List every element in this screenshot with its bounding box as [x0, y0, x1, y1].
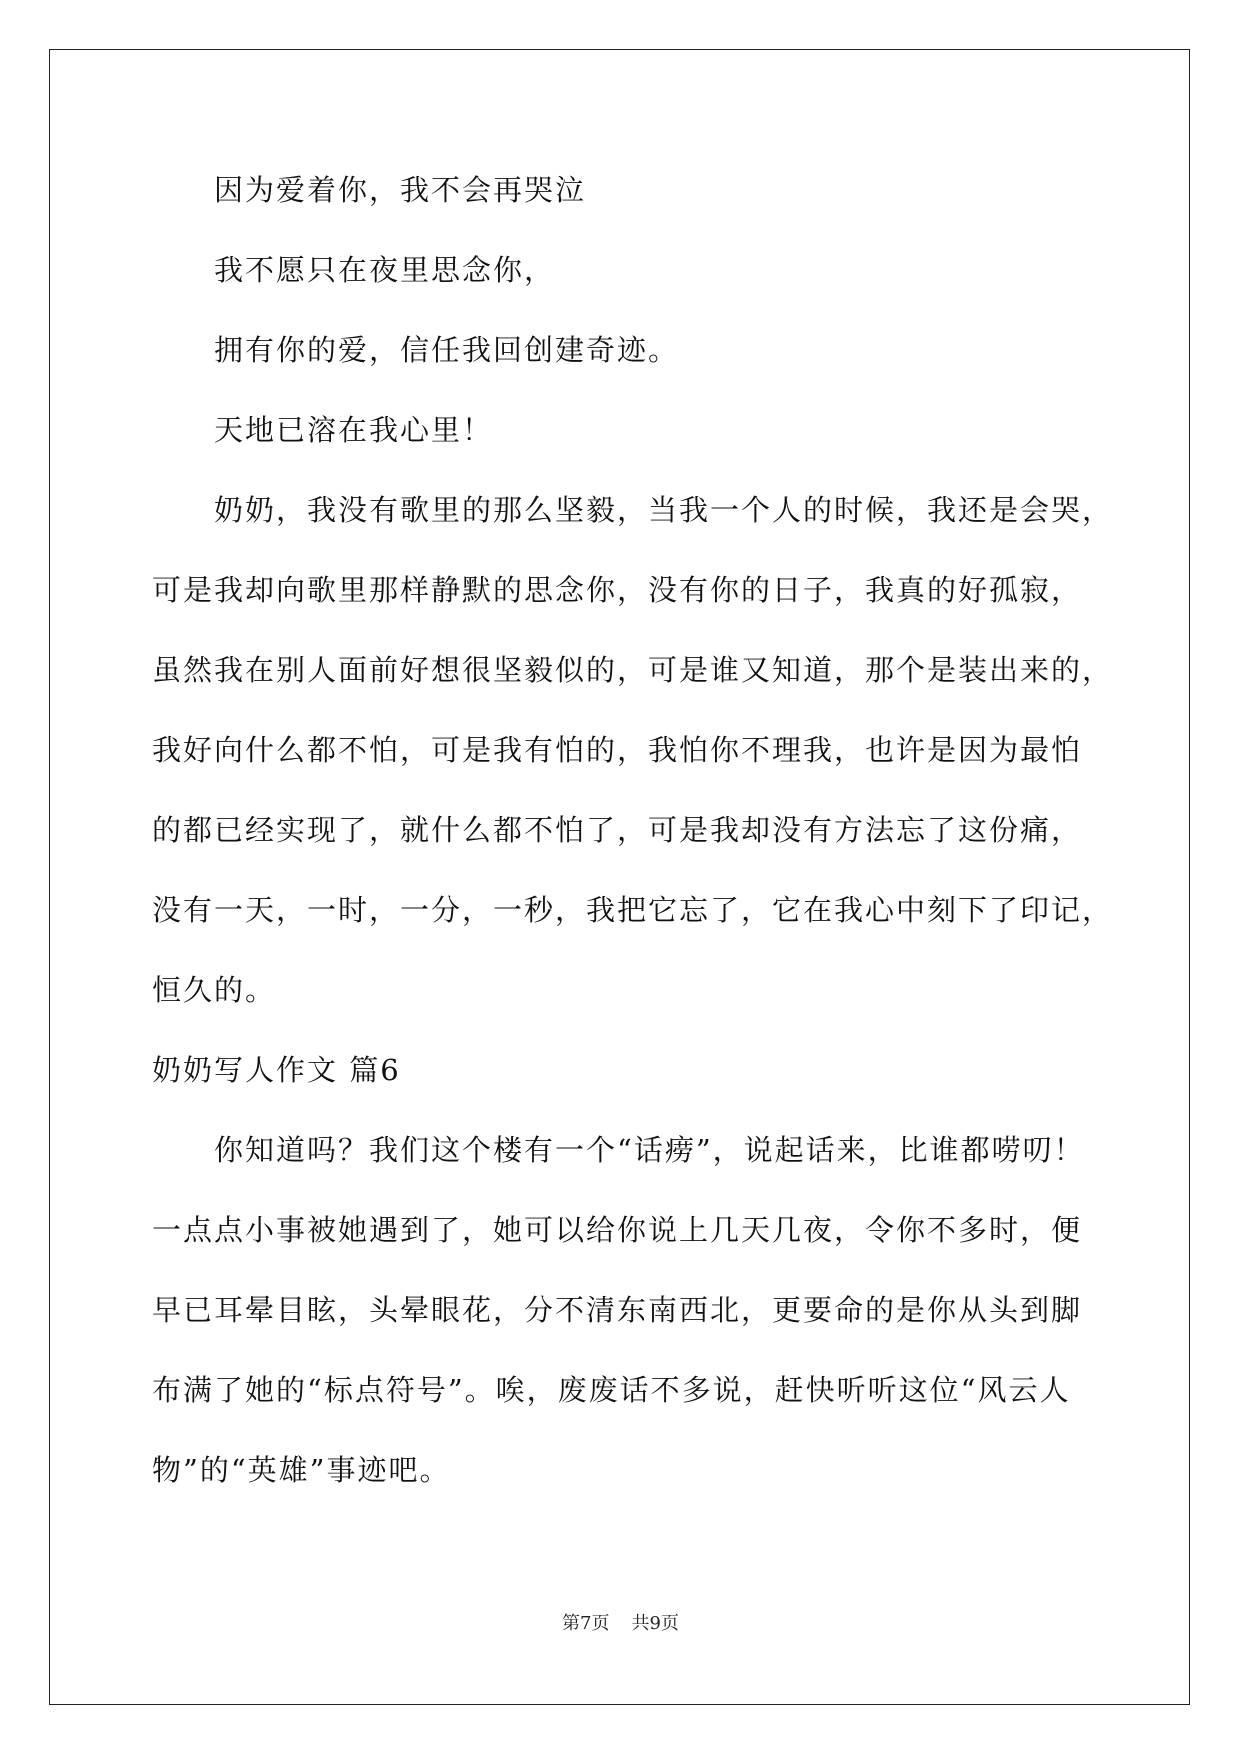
paragraph-line: 恒久的。: [152, 973, 277, 1007]
paragraph-line: 布满了她的“标点符号”。唉，废废话不多说，赶快听听这位“风云人: [152, 1373, 1071, 1407]
paragraph-line: 可是我却向歌里那样静默的思念你，没有你的日子，我真的好孤寂，: [152, 573, 1083, 607]
page-total: 共9页: [631, 1613, 679, 1634]
page-footer: [0, 1612, 1241, 1636]
poem-line-2: 我不愿只在夜里思念你，: [214, 253, 556, 287]
paragraph-line: 早已耳晕目眩，头晕眼花，分不清东南西北，更要命的是你从头到脚: [152, 1293, 1083, 1327]
paragraph-line: 奶奶，我没有歌里的那么坚毅，当我一个人的时候，我还是会哭，: [214, 493, 1114, 527]
poem-line-1: 因为爱着你，我不会再哭泣: [214, 173, 587, 207]
page-number: 第7页: [562, 1613, 610, 1634]
paragraph-line: 我好向什么都不怕，可是我有怕的，我怕你不理我，也许是因为最怕: [152, 733, 1083, 767]
poem-line-3: 拥有你的爱，信任我回创建奇迹。: [214, 333, 680, 367]
paragraph-line: 一点点小事被她遇到了，她可以给你说上几天几夜，令你不多时，便: [152, 1213, 1083, 1247]
paragraph-line: 你知道吗？我们这个楼有一个“话痨”，说起话来，比谁都唠叨！: [214, 1133, 1085, 1167]
paragraph-line: 虽然我在别人面前好想很坚毅似的，可是谁又知道，那个是装出来的，: [152, 653, 1114, 687]
paragraph-line: 物”的“英雄”事迹吧。: [152, 1453, 451, 1487]
paragraph-line: 的都已经实现了，就什么都不怕了，可是我却没有方法忘了这份痛，: [152, 813, 1083, 847]
paragraph-line: 没有一天，一时，一分，一秒，我把它忘了，它在我心中刻下了印记，: [152, 893, 1114, 927]
poem-line-4: 天地已溶在我心里！: [214, 413, 494, 447]
section-heading: 奶奶写人作文 篇6: [152, 1053, 401, 1087]
